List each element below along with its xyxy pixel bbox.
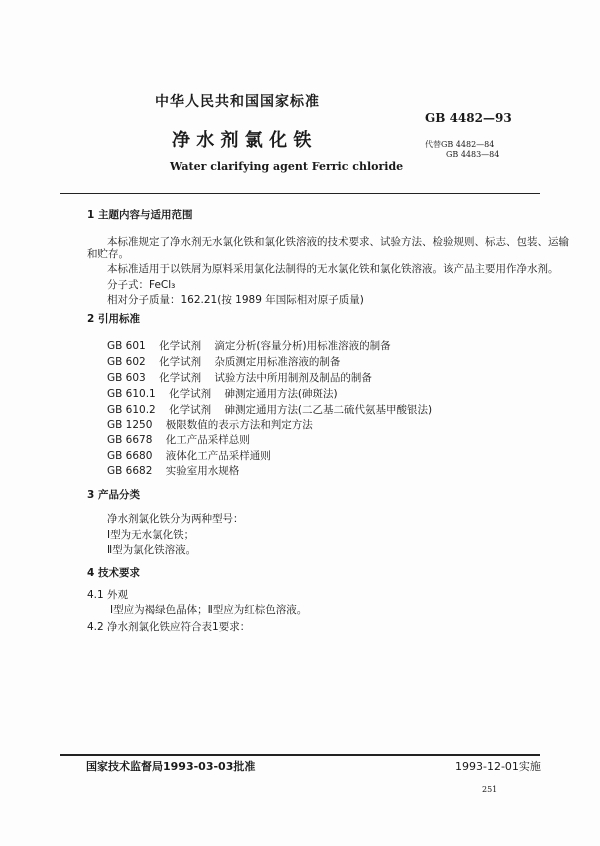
replaces-note-2: GB 4483—84	[446, 150, 500, 159]
english-title: Water clarifying agent Ferric chloride	[170, 160, 404, 173]
reference-item: GB 1250 极限数值的表示方法和判定方法	[107, 419, 313, 431]
section-1-heading: 1 主题内容与适用范围	[87, 209, 193, 221]
page-number: 251	[482, 785, 498, 794]
replaces-note-1: 代替GB 4482—84	[425, 140, 495, 149]
section-3-heading: 3 产品分类	[87, 489, 140, 501]
molecular-formula: 分子式：FeCl₃	[107, 279, 176, 291]
standard-code: GB 4482—93	[425, 111, 512, 125]
footer-rule	[60, 754, 540, 756]
type-1: Ⅰ型为无水氯化铁；	[107, 529, 195, 541]
document-title: 净 水 剂 氯 化 铁	[172, 130, 312, 151]
reference-item: GB 610.2 化学试剂 砷测定通用方法(二乙基二硫代氨基甲酸银法)	[107, 404, 433, 416]
type-2: Ⅱ型为氯化铁溶液。	[107, 544, 197, 556]
section-4-1-heading: 4.1 外观	[87, 589, 129, 601]
effective-date: 1993-12-01实施	[455, 760, 541, 773]
section-1-paragraph-1: 本标准规定了净水剂无水氯化铁和氯化铁溶液的技术要求、试验方法、检验规则、标志、包装、运输	[107, 236, 569, 248]
reference-item: GB 6682 实验室用水规格	[107, 465, 240, 477]
national-standard-label: 中华人民共和国国家标准	[155, 94, 320, 110]
section-1-paragraph-2: 本标准适用于以铁屑为原料采用氯化法制得的无水氯化铁和氯化铁溶液。该产品主要用作净水剂。	[107, 263, 559, 275]
section-4-heading: 4 技术要求	[87, 567, 140, 579]
section-4-2-text: 4.2 净水剂氯化铁应符合表1要求：	[87, 621, 251, 633]
approval-date: 国家技术监督局1993-03-03批准	[86, 760, 256, 773]
header-rule	[60, 193, 540, 194]
reference-item: GB 610.1 化学试剂 砷测定通用方法(砷斑法)	[107, 388, 338, 400]
reference-item: GB 6680 液体化工产品采样通则	[107, 450, 271, 462]
appearance-text: Ⅰ型应为褐绿色晶体；Ⅱ型应为红棕色溶液。	[110, 604, 308, 616]
reference-item: GB 603 化学试剂 试验方法中所用制剂及制品的制备	[107, 372, 372, 384]
section-1-paragraph-1-cont: 和贮存。	[87, 248, 129, 260]
section-2-heading: 2 引用标准	[87, 313, 140, 325]
classification-intro: 净水剂氯化铁分为两种型号：	[107, 513, 244, 525]
molecular-mass: 相对分子质量：162.21(按 1989 年国际相对原子质量)	[107, 294, 364, 306]
reference-item: GB 601 化学试剂 滴定分析(容量分析)用标准溶液的制备	[107, 340, 391, 352]
reference-item: GB 6678 化工产品采样总则	[107, 434, 250, 446]
reference-item: GB 602 化学试剂 杂质测定用标准溶液的制备	[107, 356, 341, 368]
